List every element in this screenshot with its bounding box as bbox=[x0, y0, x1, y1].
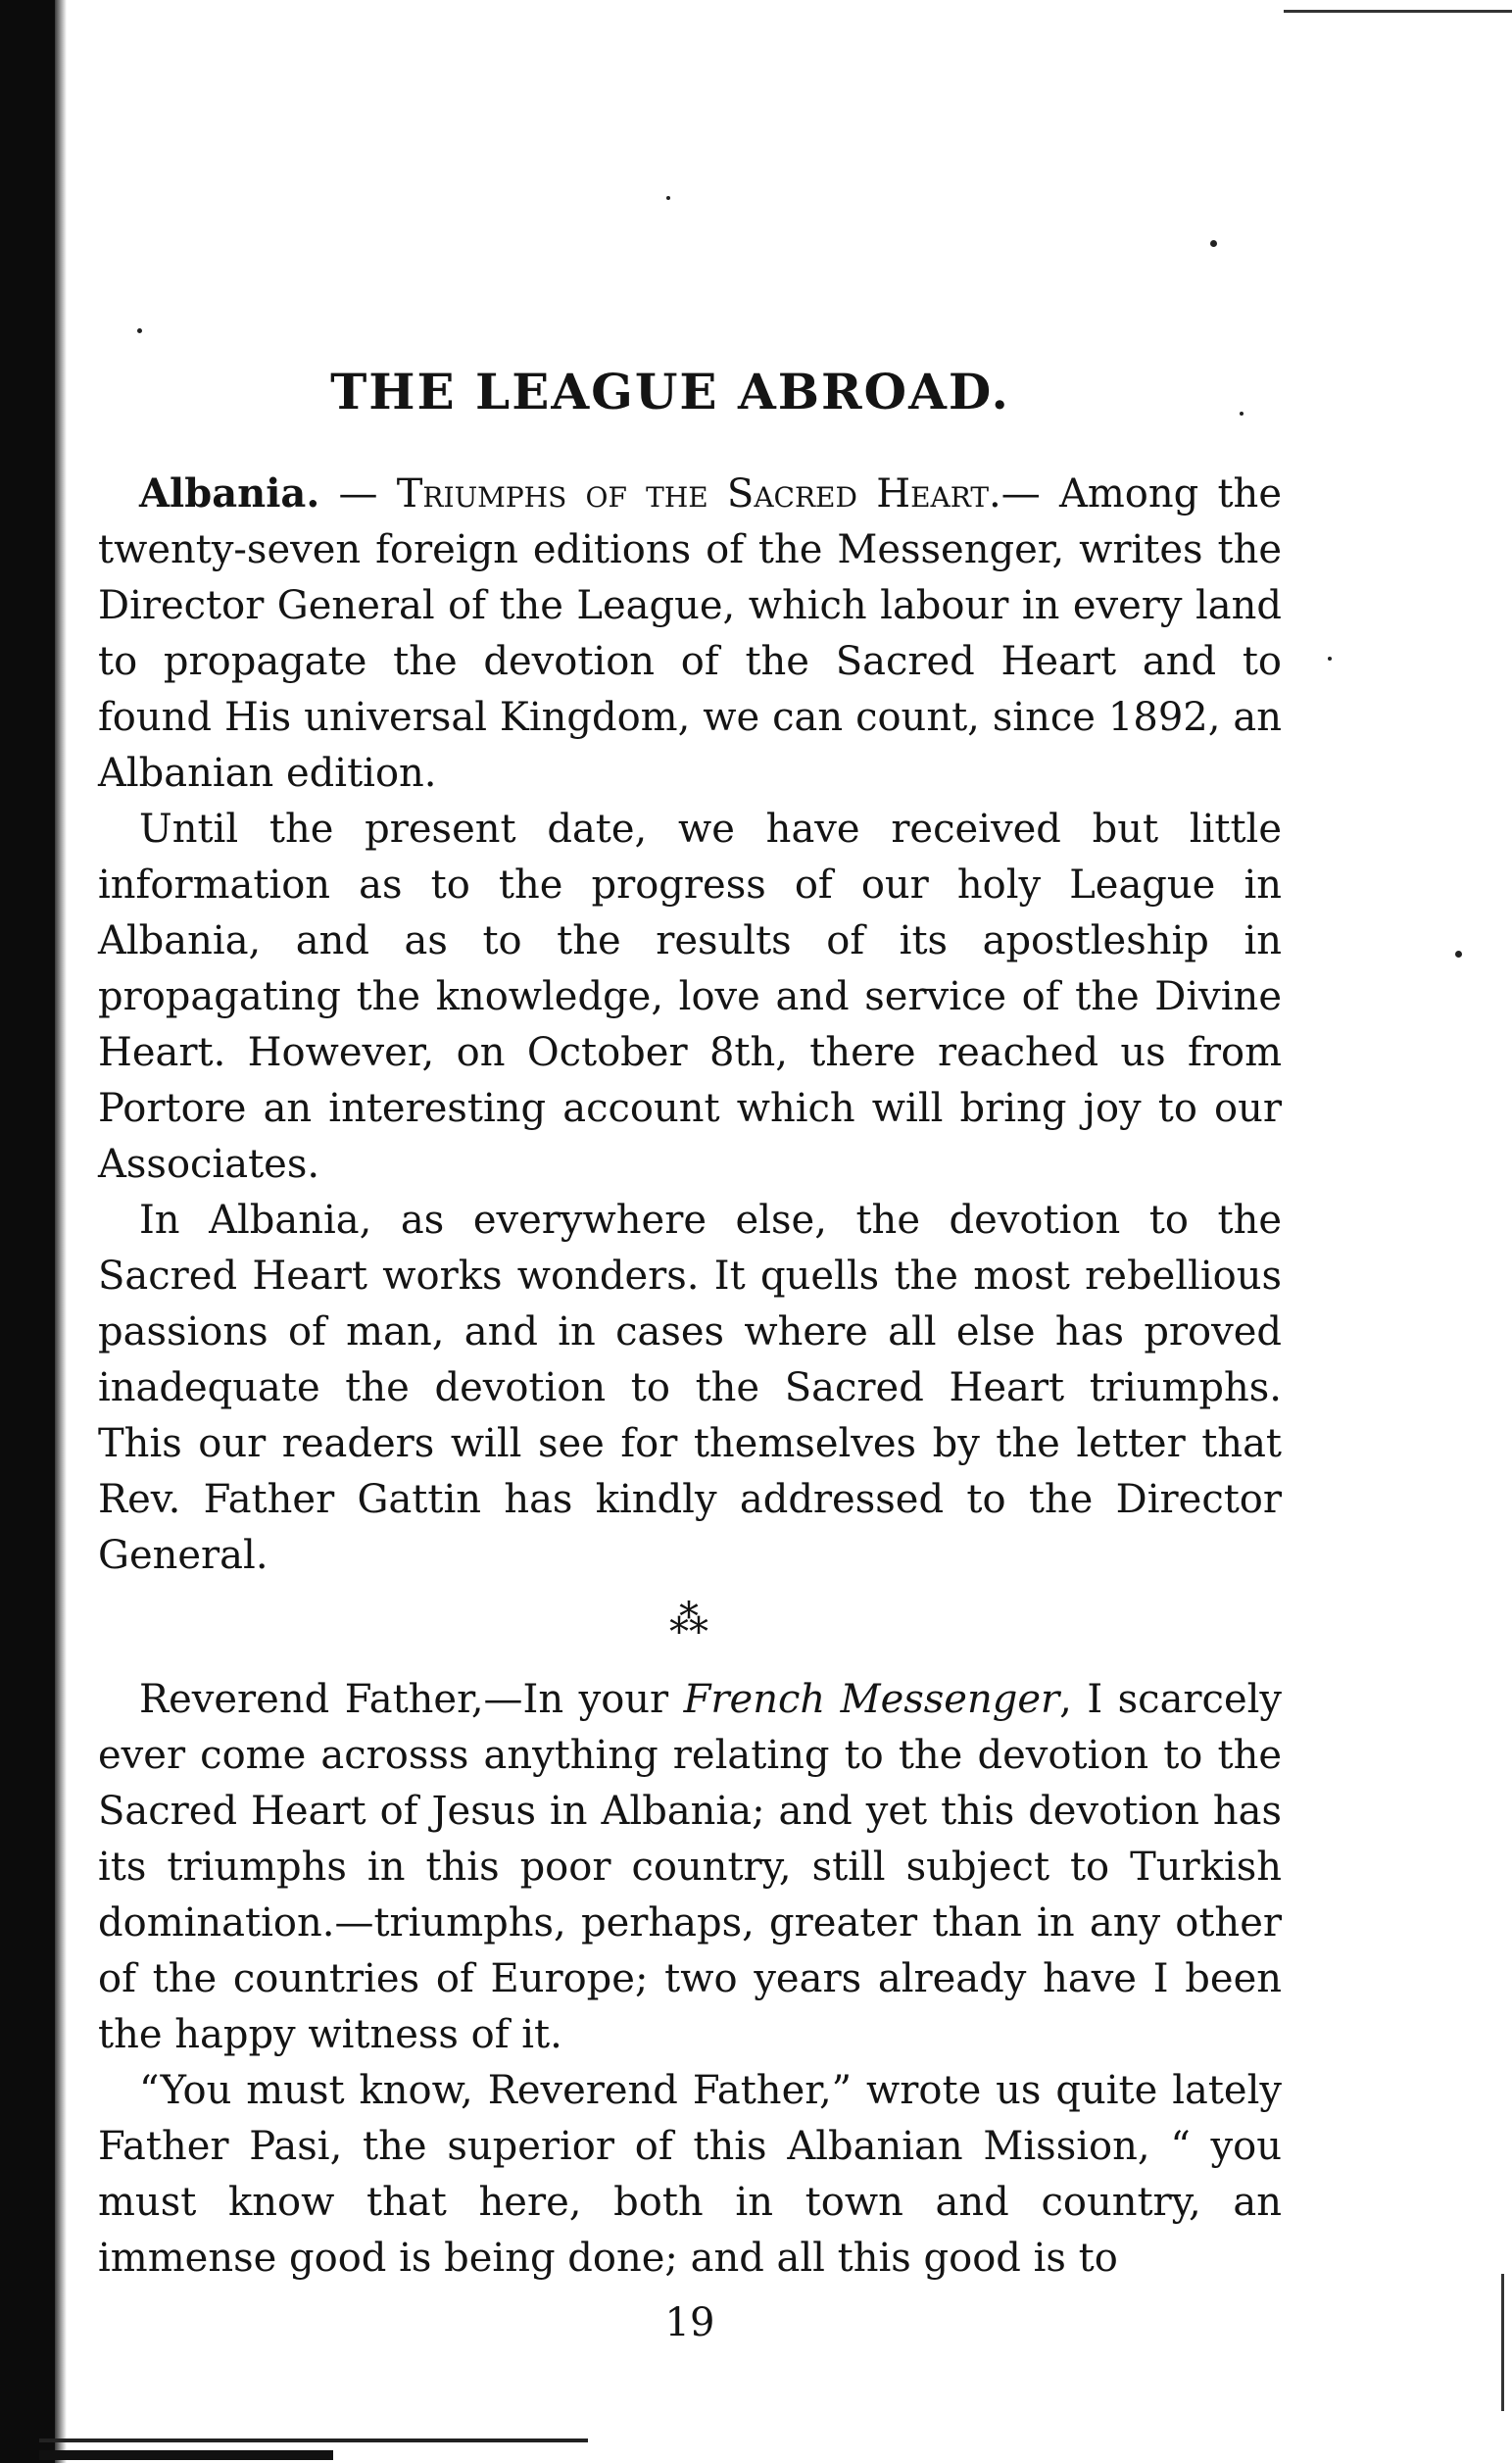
letter-open: Reverend Father,—In your bbox=[139, 1677, 684, 1722]
paragraph-1-text: Among the twenty-seven foreign editions of the Messenger, writes the Director General of the League, which labour in every land to propagate the devotion of the Sacred Heart and to found His universal Kingdom, we can count, since 1892, an Albanian edition. bbox=[98, 471, 1282, 796]
bottom-rule bbox=[39, 2438, 588, 2442]
letter-paragraph bbox=[98, 1672, 1282, 2063]
page-number: 19 bbox=[664, 2300, 715, 2345]
speck bbox=[666, 196, 670, 200]
document-page bbox=[98, 363, 1282, 2345]
bottom-edge-shadow bbox=[39, 2450, 333, 2460]
paragraph-1 bbox=[98, 466, 1282, 802]
paragraph-5: “You must know, Reverend Father,” wrote us quite lately Father Pasi, the superior of this Albanian Mission, “ you must know that here, both in town and country, an immense good is being done; and all this good is to bbox=[98, 2068, 1282, 2281]
speck bbox=[137, 328, 142, 333]
book-spine-shadow bbox=[0, 0, 55, 2463]
page-heading: THE LEAGUE ABROAD. bbox=[330, 363, 1010, 420]
right-edge-mark bbox=[1501, 2274, 1504, 2411]
section-dash: — bbox=[319, 471, 397, 517]
letter-italic-title: French Messenger bbox=[683, 1677, 1060, 1722]
paragraph-2: Until the present date, we have received but little information as to the progress of our holy League in Albania, and as to the results of its apostleship in propagating the knowledge, love and service of the Divine Heart. However, on October 8th, there reached us from Portore an interesting account which will bring joy to our Associates. bbox=[98, 807, 1282, 1187]
section-place: Albania. bbox=[139, 470, 320, 517]
spine-edge bbox=[55, 0, 67, 2463]
top-rule bbox=[1284, 10, 1512, 13]
speck bbox=[1210, 240, 1217, 247]
letter-rest: , I scarcely ever come acrosss anything relating to the devotion to the Sacred Heart of Jesus in Albania; and yet this devotion has its triumphs in this poor country, still subject to Turkish domination.—triumphs, perhaps, greater than in any other of the countries of Europe; two years already have I been the happy witness of it. bbox=[98, 1677, 1283, 2057]
asterism-divider: ⁂ bbox=[669, 1598, 710, 1643]
speck bbox=[1328, 657, 1332, 661]
paragraph-3: In Albania, as everywhere else, the devotion to the Sacred Heart works wonders. It quells the most rebellious passions of man, and in cases where all else has proved inadequate the devotion to the Sacred Heart triumphs. This our readers will see for themselves by the letter that Rev. Father Gattin has kindly addressed to the Director General. bbox=[98, 1198, 1282, 1578]
section-subtitle: Triumphs of the Sacred Heart.— bbox=[396, 471, 1041, 517]
speck bbox=[1455, 951, 1462, 958]
